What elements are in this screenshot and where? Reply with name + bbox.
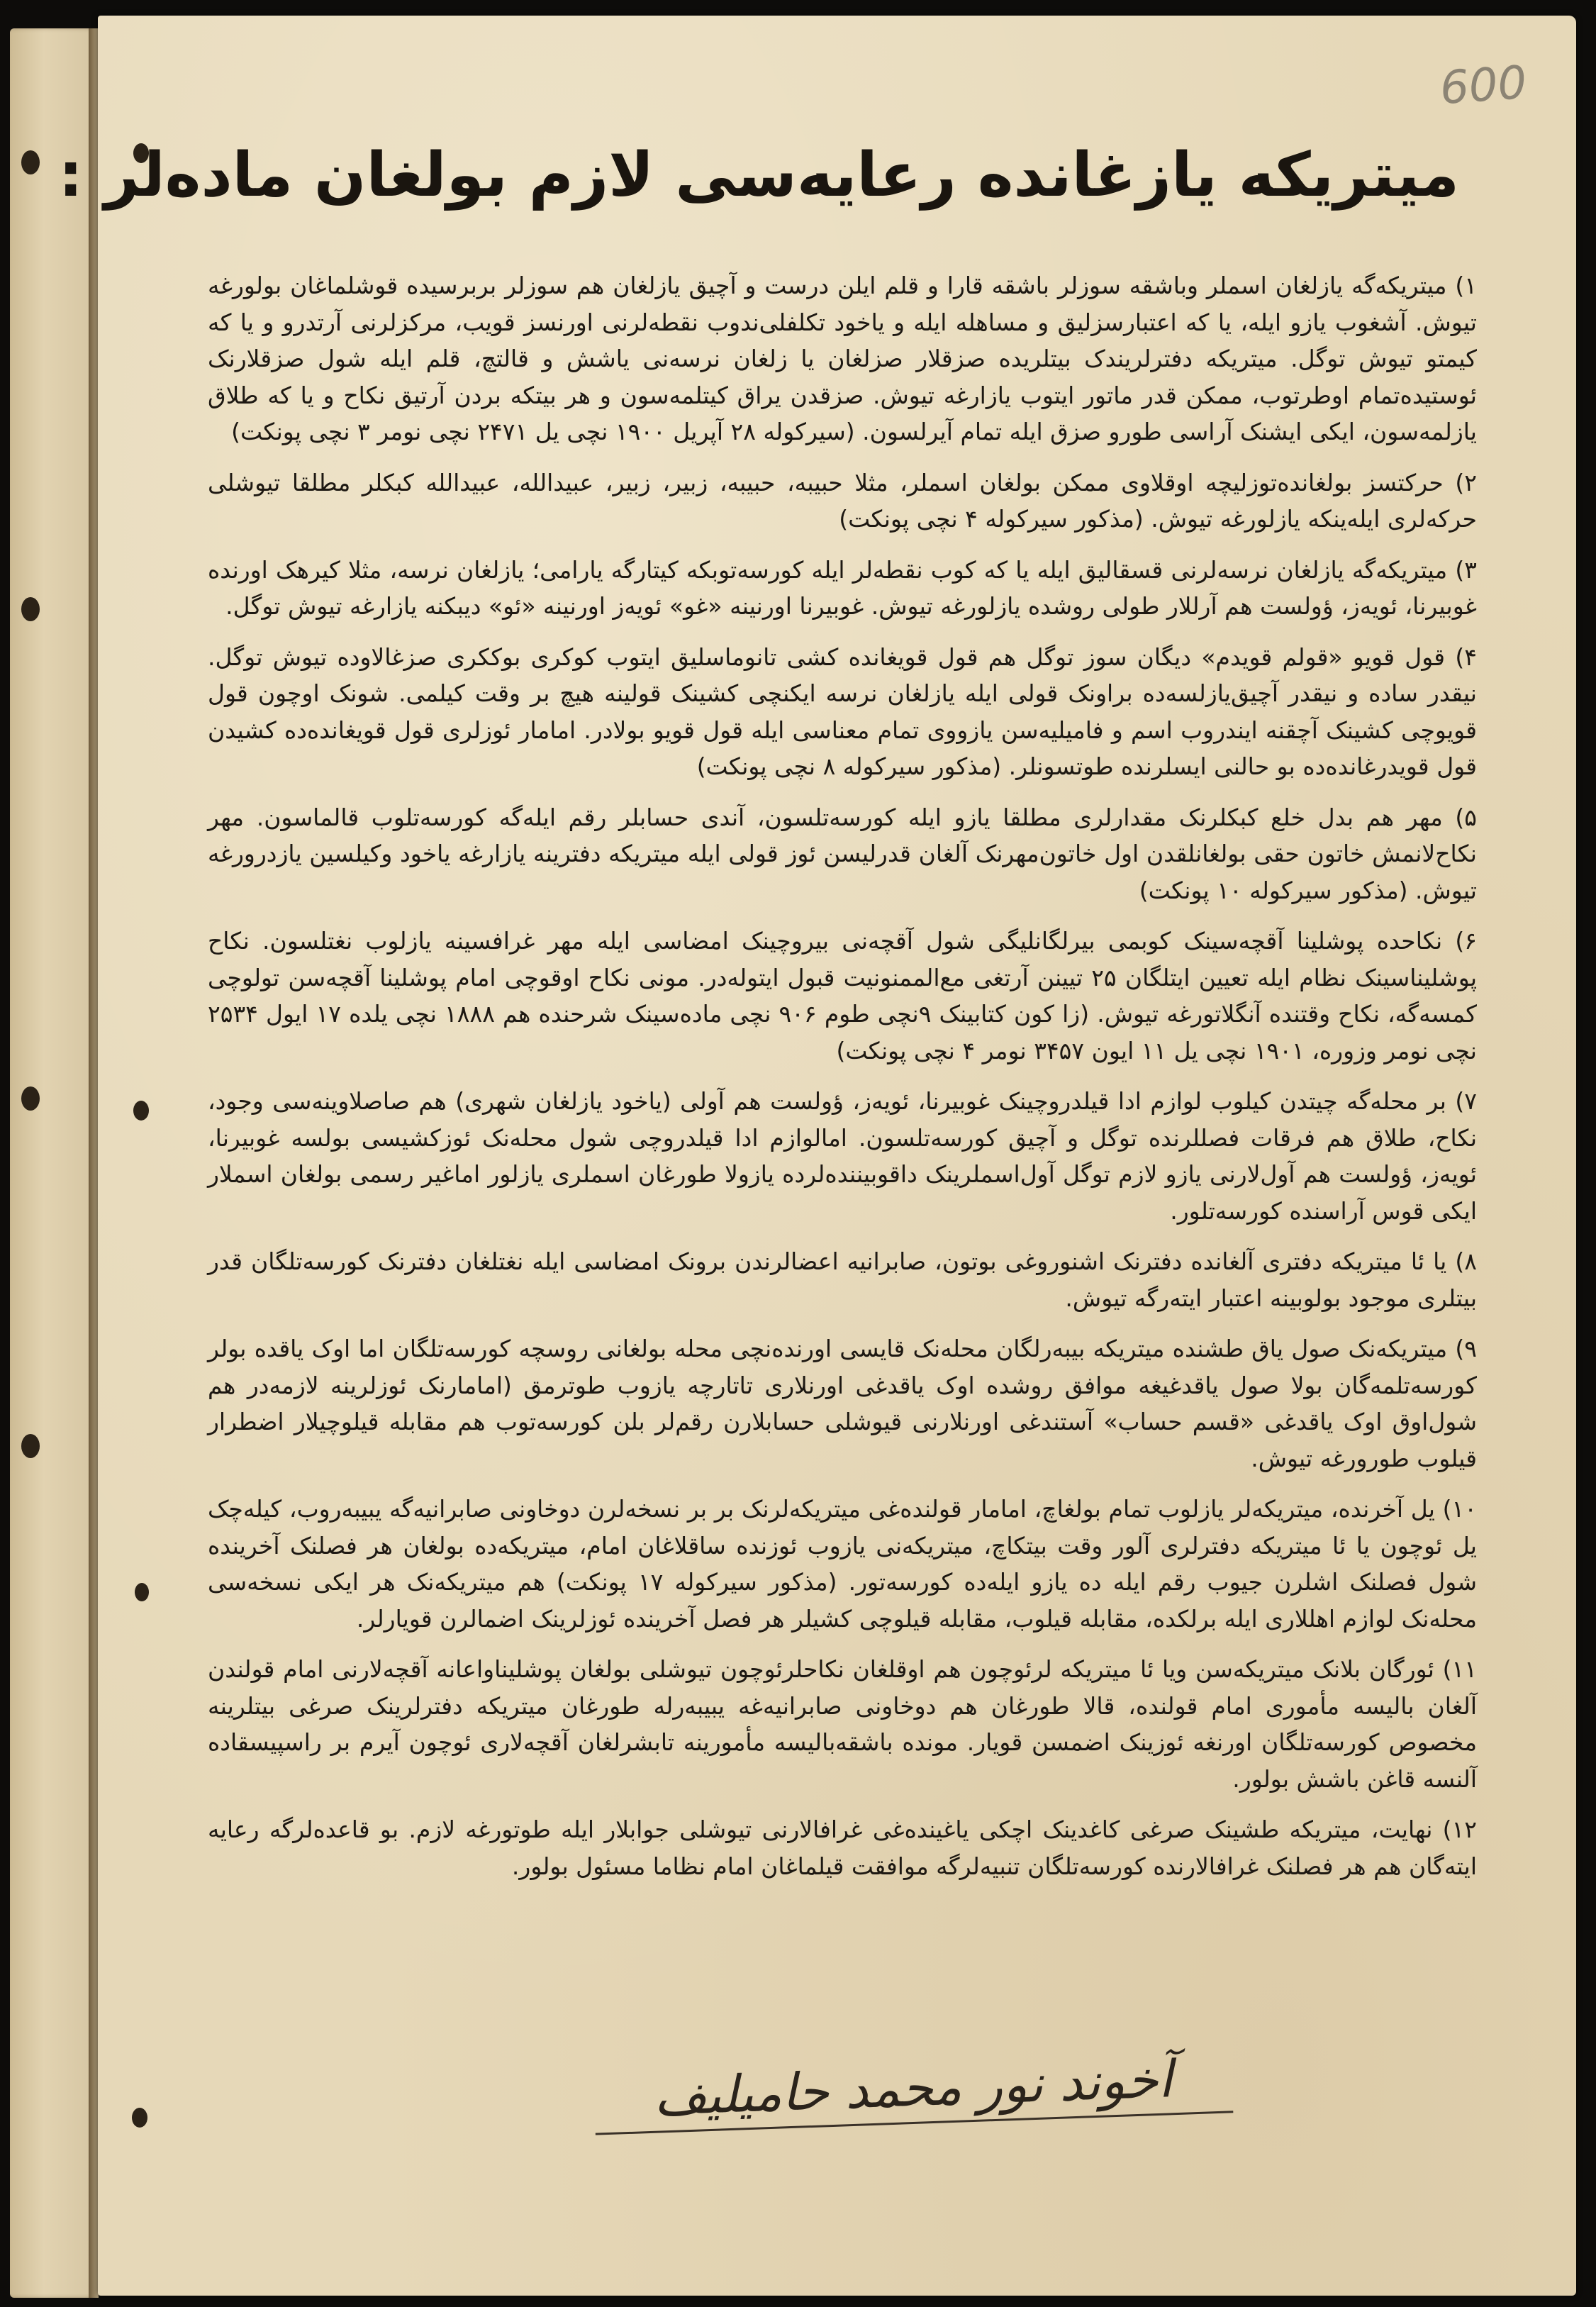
binding-hole-mark xyxy=(135,1583,149,1601)
document-body xyxy=(208,267,1477,2055)
paragraph: ۷) بر محله‌گه چیتدن کیلوب لوازم ادا قیلدروچینک غوبیرنا، ئویه‌ز، ؤولست هم آولی (یاخود یازلغان شهری) هم صاصلاوینه‌سی وجود، نکاح، طلاق هم فرقات فصللرنده توگل و آچیق کورسه‌تلسون. امالوازم ادا قیلدروچی شول محله‌نک ئوزکشیسی بولسه غوبیرنا، ئویه‌ز، ؤولست هم آول‌لارنی یازو لازم توگل آول‌اسملرینک داقوبیننده‌لرده یازولا طورغان اسملری یازلور اماغیر رسمی بولغان اسملار ایکی قوس آراسنده کورسه‌تلور. xyxy=(208,1087,1477,1225)
binding-hole-mark xyxy=(21,597,40,621)
binding-hole-mark xyxy=(133,1101,149,1121)
signature: آخوند نور محمد حامیلیف xyxy=(593,2047,1234,2135)
binding-hole-mark xyxy=(132,2108,147,2128)
paragraph: ۹) میتریکه‌نک صول یاق طشنده میتریکه بیبه‌رلگان محله‌نک قایسی اورنده‌نچی محله بولغانی روسچه کورسه‌تلگان اما اوک یاقده بولر کورسه‌تلمه‌گان بولا صول یاقدغیغه موافق رو‌شده اوک یاقدغی اورنلاری تاتارچه یازوب طوترمق (امامارنک ئوزلرینه لازمه‌در هم شول‌اوق اوک یاقدغی «قسم حساب» آستندغی اورنلارنی قیوشلی حسابلارن رقم‌لر بلن کورسه‌توب هم مقابله قیلوچیلار اضطرار قیلوب طورورغه تیوش. xyxy=(208,1335,1477,1472)
adjacent-page-edge xyxy=(10,28,95,2298)
paragraph: ۱۰) یل آخرنده، میتریکه‌لر یازلوب تمام بولغاچ، امامار قولنده‌غی میتریکه‌لرنک بر بر نسخه‌لرن دوخاونی صابرانیه‌گه یبیبه‌روب، کیله‌چک یل ئوچون یا ئا میتریکه دفترلری آلور وقت بیتکاچ، میتریکه‌نی یازوب ئوزنده ساقلاغان امام، میتریکه‌ده بولغان هر فصلنک آخرینده شول فصلنک اشلرن جیوب رقم ایله ده یازو ایله‌ده کورسه‌تور. (مذکور سیرکوله ۱۷ پونکت) هم میتریکه‌نک هر ایکی نسخه‌سی محله‌نک لوازم اهللاری ایله برلکده، مقابله قیلوب، مقابله قیلوچی کشیلر هر فصل آخرینده ئوزلرینک اضمالرن قویارلر. xyxy=(208,1495,1477,1633)
paragraph: ۱۱) ئورگان بلانک میتریکه‌سن ویا ئا میتریکه لرئوچون هم اوقلغان نکاحلرئوچون تیوشلی بولغان پوشلیناواعانه آقچه‌لارنی امام قولندن آلغان بالیسه مأموری امام قولنده، قالا طورغان هم دوخاونی صابرانیه‌غه یبیبه‌رله طورغان میتریکه دفترلرینک صرغی بیتلرینه مخصوص کورسه‌تلگان اورنغه ئوزینک اضمسن قویار. مونده باشقه‌بالیسه مأمورینه تابشرلغان آقچه‌لاری ئوچون آیرم بر راسپیسقاده آلنسه قاغن باشش بولور. xyxy=(208,1655,1477,1793)
document-page xyxy=(58,16,1576,2296)
paragraph: ۶) نکاحده پوشلینا آقچه‌سینک کوبمی بیرلگانلیگی شول آقچه‌نی بیروچینک امضاسی ایله مهر غرافسینه یازلوب نغتلسون. نکاح پوشلیناسینک نظام ایله تعیین ایتلگان ۲۵ تیینن آرتغی مع‌الممنونیت قبول ایتوله‌در. مونی نکاح اوقوچی امام پوشلینا آقچه‌سن تولوچی کمسه‌گه، نکاح وقتنده آنگلاتورغه تیوش. (زا کون کتابینک ۹نچی طوم ۹۰۶ نچی ماده‌سینک شرحنده هم ۱۸۸۸ نچی یلده ۱۷ ایول ۲۵۳۴ نچی نومر وزوره، ۱۹۰۱ نچی یل ۱۱ ایون ۳۴۵۷ نومر ۴ نچی پونکت) xyxy=(208,927,1478,1064)
binding-fold xyxy=(89,28,99,2298)
document-title: میتریکه یازغانده رعایه‌سی لازم بولغان ماده‌لر : xyxy=(58,140,1459,211)
paragraph: ۱) میتریکه‌گه یازلغان اسملر وباشقه سوزلر باشقه قارا و قلم ایلن درست و آچیق یازلغان هم سوزلر بربرسیده قوشلماغان بولورغه تیوش. آشغوب یازو ایله، یا که اعتبارسزلیق و مساهله ایله و یاخود تکلفلی‌ندوب نقطه‌لرنی اورنسز قویب، مرکزلرنی آرتدرو و یا که کیمتو تیوش توگل. میتریکه دفترلریندک بیتلریده صزقلار صزلغان یا زلغان نرسه‌نی یاشش و قالتچ، قلم ایله شول صزقلارنک ئوستیده‌تمام اوطرتوب، ممکن قدر ماتور ایتوب یازارغه تیوش. صزقدن یراق کیتلمه‌سون و هر بیتکه بردن آرتیق نکاح و یا که طلاق یازلمه‌سون، ایکی ایشنک آراسی طورو صزق ایله تمام آیرلسون. (سیرکوله ۲۸ آپریل ۱۹۰۰ نچی یل ۲۴۷۱ نچی نومر ۳ نچی پونکت) xyxy=(208,272,1477,445)
paragraph: ۵) مهر هم بدل خلع کبکلرنک مقدارلری مطلقا یازو ایله کورسه‌تلسون، آندی حسابلر رقم ایله‌گه کورسه‌تلوب قالماسون. مهر نکاح‌لانمش خاتون حقی بولغانلقدن اول خاتون‌مهرنک آلغان قدرلیسن ئوز قولی ایله میتریکه دفترینه یازارغه یاخود وکیلسین یازدرورغه تیوش. (مذکور سیرکوله ۱۰ پونکت) xyxy=(208,803,1477,904)
binding-hole-mark xyxy=(21,1434,40,1458)
paragraph: ۱۲) نهایت، میتریکه طشینک صرغی کاغدینک اچکی یاغینده‌غی غرافالارنی تیوشلی جوابلار ایله طوتورغه لازم. بو قاعده‌لرگه رعایه ایته‌گان هم هر فصلنک غرافالارنده کورسه‌تلگان تنبیه‌لرگه موافقت قیلماغان امام نظاما مسئول بولور. xyxy=(208,1816,1477,1880)
paragraph: ۳) میتریکه‌گه یازلغان نرسه‌لرنی قسقالیق ایله یا که کوب نقطه‌لر ایله کورسه‌توبکه کیتارگه یارامی؛ یازلغان نرسه، مثلا کیرهک اورنده غوبیرنا، ئویه‌ز، ؤولست هم آرللار طولی رو‌شده یازلورغه تیوش. غوبیرنا اورنینه «غو» ئویه‌ز اورنینه «ئو» دیبکنه یازارغه تیوش توگل. xyxy=(208,555,1477,620)
page-number: 600 xyxy=(1438,56,1529,116)
binding-hole-mark xyxy=(21,1086,40,1111)
paragraph: ۸) یا ئا میتریکه دفتری آلغانده دفترنک اشنوروغی بوتون، صابرانیه اعضالرندن برونک امضاسی ایله نغتلغان دفترنک کورسه‌تلگان قدر بیتلری موجود بولوبینه اعتبار ایته‌رگه تیوش. xyxy=(208,1247,1477,1312)
paragraph: ۲) حرکتسز بولغانده‌توزلیچه اوقلاوی ممکن بولغان اسملر، مثلا حبیبه، حبیبه، زبیر، زبیر، عبیدالله، عبیدالله کبکلر مطلقا تیوشلی حرکه‌لری ایله‌ینکه یازلورغه تیوش. (مذکور سیرکوله ۴ نچی پونکت) xyxy=(208,468,1477,533)
paragraph: ۴) قول قویو «قولم قویدم» دیگان سوز توگل هم قول قویغانده کشی تانوماسلیق ایتوب کوکری بوککری صزغالاوده تیوش توگل. نیقدر ساده و نیقدر آچیق‌یازلسه‌ده براونک قولی ایله یازلغان نرسه ایکنچی کشینک قولینه هیچ بر وقت کیلمی. شونک اوچون قول قویوچی کشینک آچقنه ایندروب اسم و فامیلیه‌سن یازووی تمام معناسی ایله قول قویو بولادر. امامار ئوزلری قول قویغانده‌ده کشیدن قول قویدرغانده‌ده بو حالنی ایسلرنده طوتسونلر. (مذکور سیرکوله ۸ نچی پونکت) xyxy=(208,643,1477,780)
binding-hole-mark xyxy=(21,150,40,174)
